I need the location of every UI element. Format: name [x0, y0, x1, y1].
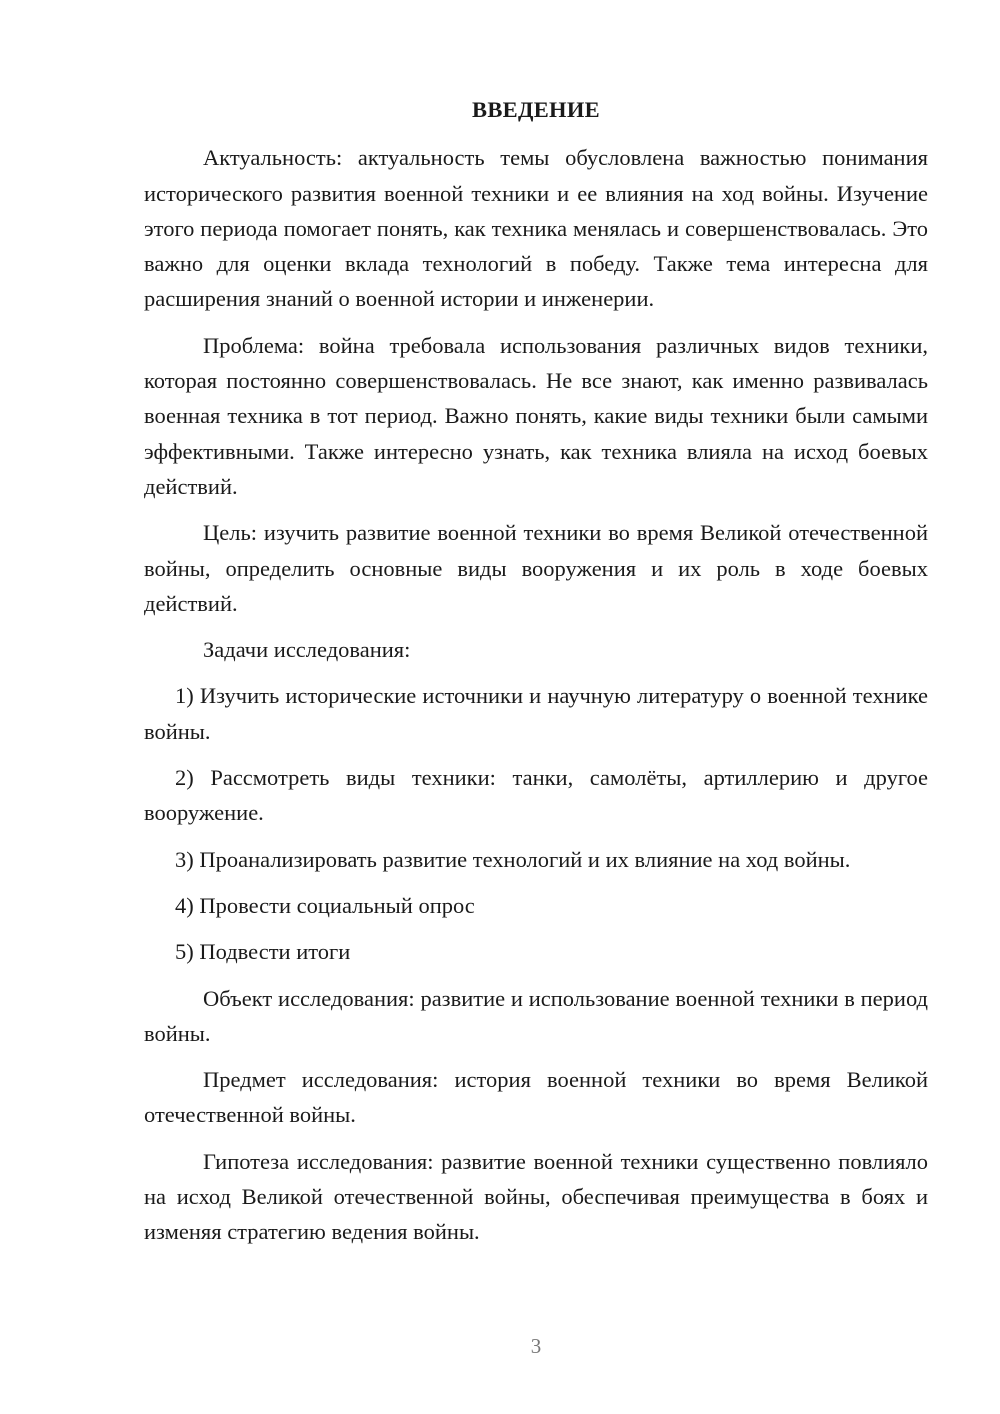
goal-paragraph: Цель: изучить развитие военной техники во время Великой отечественной войны, определить основные виды вооружения и их роль в ходе боевых действий.: [144, 520, 928, 616]
tasks-list: [144, 678, 928, 969]
document-page: [144, 92, 928, 1261]
list-item: 3) Проанализировать развитие технологий и их влияние на ход войны.: [175, 846, 851, 872]
tasks-heading: Задачи исследования:: [203, 637, 411, 663]
list-item: 4) Провести социальный опрос: [175, 892, 475, 918]
page-title: ВВЕДЕНИЕ: [472, 97, 600, 122]
relevance-paragraph: Актуальность: актуальность темы обусловлена важностью понимания исторического развития военной техники и ее влияния на ход войны. Изучение этого периода помогает понять, как техника менялась и совершенствовалась. Это важно для оценки вклада технологий в победу. Также тема интересна для расширения знаний о военной истории и инженерии.: [144, 145, 928, 312]
object-paragraph: Объект исследования: развитие и использование военной техники в период войны.: [144, 985, 928, 1046]
list-item: 1) Изучить исторические источники и научную литературу о военной технике войны.: [144, 683, 928, 744]
list-item: 5) Подвести итоги: [175, 939, 351, 965]
problem-paragraph: Проблема: война требовала использования различных видов техники, которая постоянно совершенствовалась. Не все знают, как именно развивалась военная техника в тот период. Важно понять, какие виды техники были самыми эффективными. Также интересно узнать, как техника влияла на исход боевых действий.: [144, 332, 928, 499]
subject-paragraph: Предмет исследования: история военной техники во время Великой отечественной войны.: [144, 1067, 928, 1128]
page-number: 3: [530, 1334, 542, 1358]
hypothesis-paragraph: Гипотеза исследования: развитие военной техники существенно повлияло на исход Великой отечественной войны, обеспечивая преимущества в боях и изменяя стратегию ведения войны.: [144, 1148, 928, 1245]
list-item: 2) Рассмотреть виды техники: танки, самолёты, артиллерию и другое вооружение.: [144, 765, 928, 826]
